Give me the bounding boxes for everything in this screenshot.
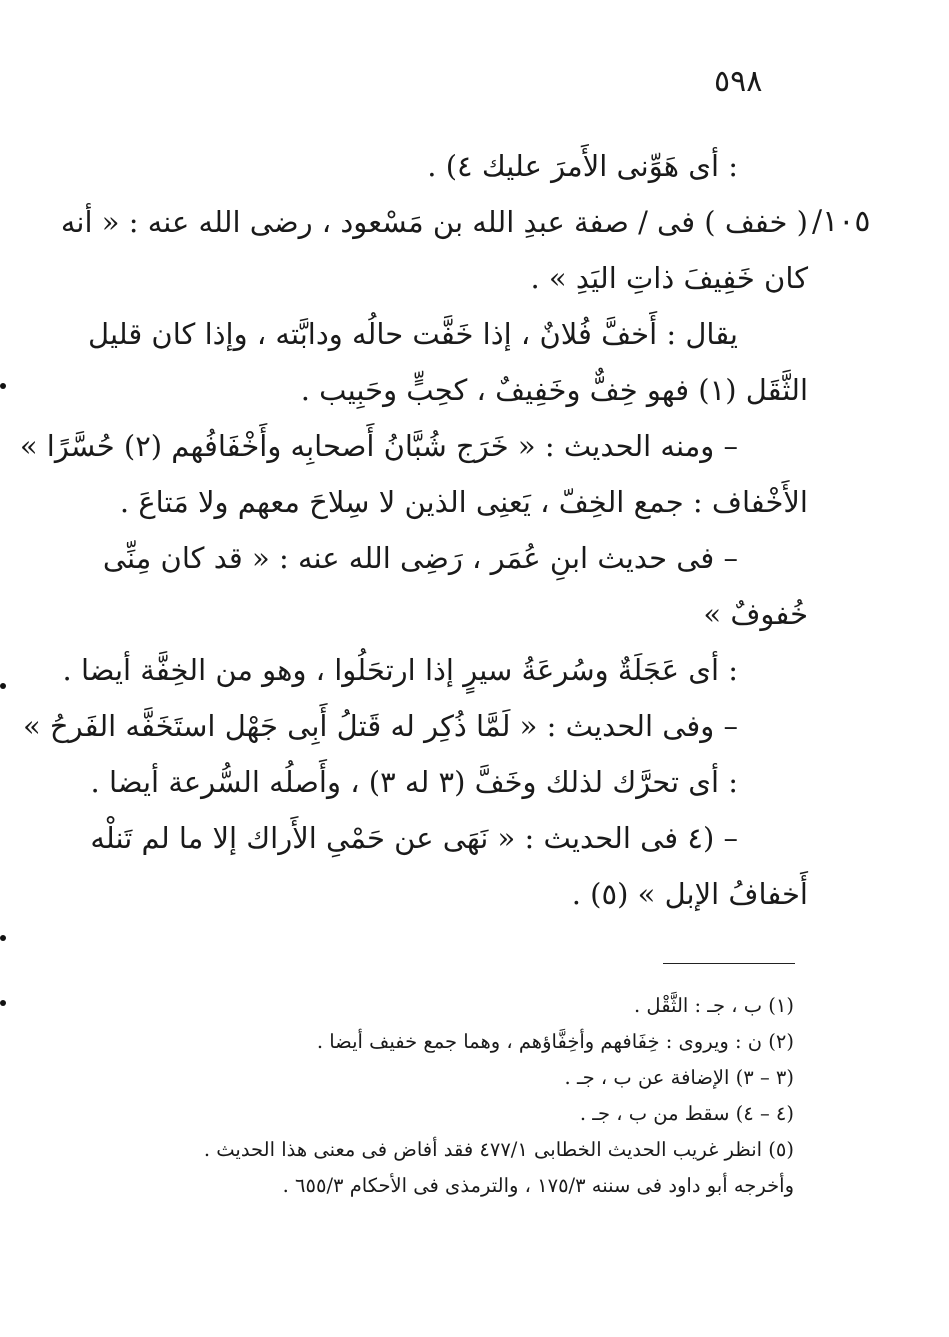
text-line: – وفى الحديث : « لَمَّا ذُكِر له قَتلُ أَبِى جَهْل استَخَفَّه الفَرحُ » [22, 709, 738, 743]
text-line: : أى عَجَلَةٌ وسُرعَةُ سيرٍ إذا ارتحَلُوا ، وهو من الخِفَّة أيضا . [62, 653, 738, 687]
entry-number: ١٠٥/ [812, 204, 871, 239]
footnote: (٢) ن : ويروى : خِفَافهم وأخِفَّاؤهم ، وهما جمع خفيف أيضا . [316, 1030, 794, 1053]
scan-margin-mark [0, 935, 6, 941]
scan-margin-mark [0, 383, 6, 389]
text-line: الثَّقَل (١) فهو خِفٌّ وخَفِيفٌ ، كحِبٍّ وحَبِيب . [300, 373, 808, 407]
footnote: (١) ب ، جـ : الثَّقْل . [634, 994, 794, 1017]
scan-margin-mark [0, 1000, 6, 1006]
main-text [19, 138, 808, 922]
footnote: وأخرجه أبو داود فى سننه ١٧٥/٣ ، والترمذى فى الأحكام ٦٥٥/٣ . [282, 1174, 794, 1197]
footnote: (٥) انظر غريب الحديث الخطابى ٤٧٧/١ فقد أفاض فى معنى هذا الحديث . [203, 1138, 794, 1161]
text-line: – فى حديث ابنِ عُمَر ، رَضِى الله عنه : « قد كان مِنِّى [102, 541, 738, 575]
text-line: : أى هَوِّنى الأَمرَ عليك ٤) . [427, 149, 738, 183]
text-line: كان خَفِيفَ ذاتِ اليَدِ » . [530, 261, 808, 295]
text-line: – ومنه الحديث : « خَرَج شُبَّانُ أَصحابِه وأَخْفَافُهم (٢) حُسَّرًا » [19, 429, 738, 463]
text-line: الأَخْفاف : جمع الخِفّ ، يَعنِى الذين لا سِلاحَ معهم ولا مَتاعَ . [119, 485, 808, 519]
text-line: يقال : أَخفَّ فُلانٌ ، إذا خَفَّت حالُه ودابَّته ، وإذا كان قليل [88, 317, 738, 351]
scan-margin-mark [0, 683, 6, 689]
text-line: – (٤ فى الحديث : « نَهَى عن حَمْىِ الأَراك إلا ما لم تَنلْه [90, 821, 738, 855]
footnotes [100, 988, 794, 1204]
text-line: ( خفف ) فى / صفة عبدِ الله بن مَسْعود ، رضى الله عنه : « أنه [60, 205, 808, 239]
text-line: خُفوفٌ » [703, 597, 808, 631]
page-number: ٥٩٨ [714, 64, 763, 99]
text-line: : أى تحرَّك لذلك وخَفَّ (٣ له ٣) ، وأَصلُه السُّرعة أيضا . [90, 765, 738, 799]
text-line: أَخفافُ الإبل » (٥) . [571, 877, 808, 911]
footnote-separator [663, 963, 795, 964]
footnote: (٤ – ٤) سقط من ب ، جـ . [579, 1102, 794, 1125]
footnote: (٣ – ٣) الإضافة عن ب ، جـ . [564, 1066, 794, 1089]
